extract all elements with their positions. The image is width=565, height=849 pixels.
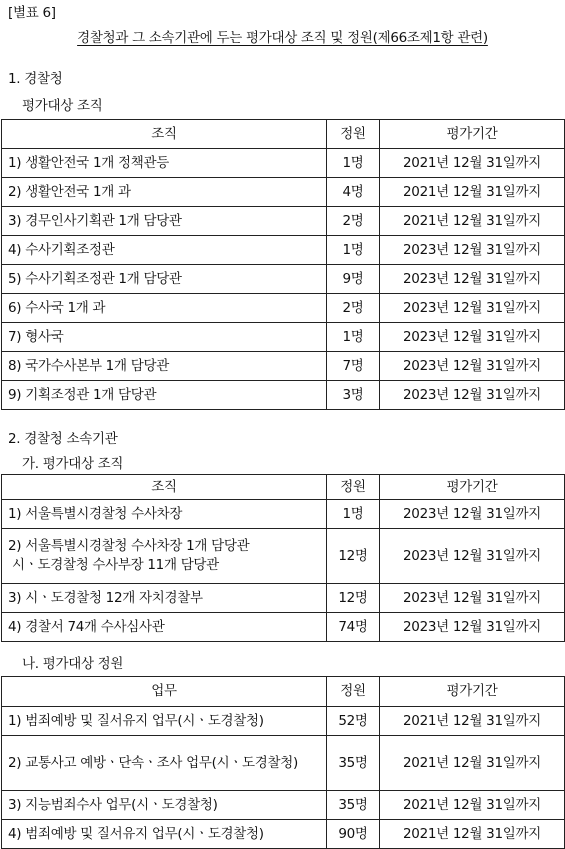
row-count-cell: 2명 <box>327 207 380 236</box>
row-org-cell: 2) 서울특별시경찰청 수사차장 1개 담당관 시ㆍ도경찰청 수사부장 11개 담당관 <box>2 529 327 584</box>
row-org-cell: 1) 생활안전국 1개 정책관등 <box>2 149 327 178</box>
table-row <box>2 707 565 736</box>
table-row <box>2 820 565 849</box>
row-period-cell: 2021년 12월 31일까지 <box>380 820 565 849</box>
row-period-cell: 2023년 12월 31일까지 <box>380 323 565 352</box>
section-1-heading: 1. 경찰청 <box>8 71 63 87</box>
table-header-row <box>2 120 565 149</box>
column-header-count: 정원 <box>327 677 380 707</box>
row-org-cell: 2) 교통사고 예방ㆍ단속ㆍ조사 업무(시ㆍ도경찰청) <box>2 736 327 791</box>
section-2b-table <box>1 676 565 849</box>
row-org-cell: 6) 수사국 1개 과 <box>2 294 327 323</box>
section-2a-table <box>1 474 565 642</box>
table-header-row <box>2 677 565 707</box>
table-row <box>2 352 565 381</box>
row-period-cell: 2023년 12월 31일까지 <box>380 500 565 529</box>
table-row <box>2 584 565 613</box>
row-count-cell: 1명 <box>327 149 380 178</box>
row-org-cell: 1) 범죄예방 및 질서유지 업무(시ㆍ도경찰청) <box>2 707 327 736</box>
row-period-cell: 2021년 12월 31일까지 <box>380 707 565 736</box>
row-period-cell: 2021년 12월 31일까지 <box>380 149 565 178</box>
table-header-row <box>2 475 565 500</box>
table-row <box>2 613 565 642</box>
row-org-cell: 2) 생활안전국 1개 과 <box>2 178 327 207</box>
row-period-cell: 2023년 12월 31일까지 <box>380 294 565 323</box>
table-row <box>2 236 565 265</box>
row-org-cell: 1) 서울특별시경찰청 수사차장 <box>2 500 327 529</box>
table-row <box>2 294 565 323</box>
table-row <box>2 736 565 791</box>
row-count-cell: 90명 <box>327 820 380 849</box>
row-org-cell: 8) 국가수사본부 1개 담당관 <box>2 352 327 381</box>
row-period-cell: 2021년 12월 31일까지 <box>380 178 565 207</box>
table-row <box>2 178 565 207</box>
column-header-org: 조직 <box>2 475 327 500</box>
row-period-cell: 2023년 12월 31일까지 <box>380 265 565 294</box>
row-org-cell: 3) 지능범죄수사 업무(시ㆍ도경찰청) <box>2 791 327 820</box>
table-row <box>2 265 565 294</box>
row-period-cell: 2023년 12월 31일까지 <box>380 236 565 265</box>
section-2b-heading: 나. 평가대상 정원 <box>22 656 124 672</box>
row-org-cell: 3) 경무인사기획관 1개 담당관 <box>2 207 327 236</box>
column-header-period: 평가기간 <box>380 120 565 149</box>
row-count-cell: 74명 <box>327 613 380 642</box>
row-count-cell: 1명 <box>327 323 380 352</box>
row-count-cell: 35명 <box>327 736 380 791</box>
row-count-cell: 1명 <box>327 500 380 529</box>
row-count-cell: 2명 <box>327 294 380 323</box>
table-row <box>2 207 565 236</box>
row-org-cell: 7) 형사국 <box>2 323 327 352</box>
row-count-cell: 35명 <box>327 791 380 820</box>
document-tag: [별표 6] <box>8 5 56 21</box>
row-period-cell: 2023년 12월 31일까지 <box>380 584 565 613</box>
table-row <box>2 323 565 352</box>
row-org-cell: 4) 경찰서 74개 수사심사관 <box>2 613 327 642</box>
row-org-cell: 4) 수사기획조정관 <box>2 236 327 265</box>
row-count-cell: 12명 <box>327 529 380 584</box>
table-row <box>2 381 565 410</box>
row-count-cell: 4명 <box>327 178 380 207</box>
row-period-cell: 2023년 12월 31일까지 <box>380 529 565 584</box>
row-count-cell: 12명 <box>327 584 380 613</box>
row-count-cell: 52명 <box>327 707 380 736</box>
column-header-count: 정원 <box>327 120 380 149</box>
row-org-cell: 4) 범죄예방 및 질서유지 업무(시ㆍ도경찰청) <box>2 820 327 849</box>
table-row <box>2 791 565 820</box>
row-count-cell: 3명 <box>327 381 380 410</box>
section-2-heading: 2. 경찰청 소속기관 <box>8 431 118 447</box>
row-count-cell: 7명 <box>327 352 380 381</box>
row-period-cell: 2021년 12월 31일까지 <box>380 736 565 791</box>
column-header-task: 업무 <box>2 677 327 707</box>
column-header-period: 평가기간 <box>380 475 565 500</box>
column-header-period: 평가기간 <box>380 677 565 707</box>
column-header-count: 정원 <box>327 475 380 500</box>
column-header-org: 조직 <box>2 120 327 149</box>
row-period-cell: 2023년 12월 31일까지 <box>380 352 565 381</box>
row-org-cell: 9) 기획조정관 1개 담당관 <box>2 381 327 410</box>
row-period-cell: 2023년 12월 31일까지 <box>380 381 565 410</box>
table-row <box>2 500 565 529</box>
row-period-cell: 2021년 12월 31일까지 <box>380 207 565 236</box>
section-1-table <box>1 119 565 410</box>
row-org-cell: 5) 수사기획조정관 1개 담당관 <box>2 265 327 294</box>
table-row <box>2 149 565 178</box>
row-period-cell: 2021년 12월 31일까지 <box>380 791 565 820</box>
row-period-cell: 2023년 12월 31일까지 <box>380 613 565 642</box>
row-count-cell: 1명 <box>327 236 380 265</box>
table-row <box>2 529 565 584</box>
row-count-cell: 9명 <box>327 265 380 294</box>
row-org-cell: 3) 시ㆍ도경찰청 12개 자치경찰부 <box>2 584 327 613</box>
section-2a-heading: 가. 평가대상 조직 <box>22 456 124 472</box>
document-title: 경찰청과 그 소속기관에 두는 평가대상 조직 및 정원(제66조제1항 관련) <box>77 30 488 46</box>
section-1-subheading: 평가대상 조직 <box>22 98 103 114</box>
